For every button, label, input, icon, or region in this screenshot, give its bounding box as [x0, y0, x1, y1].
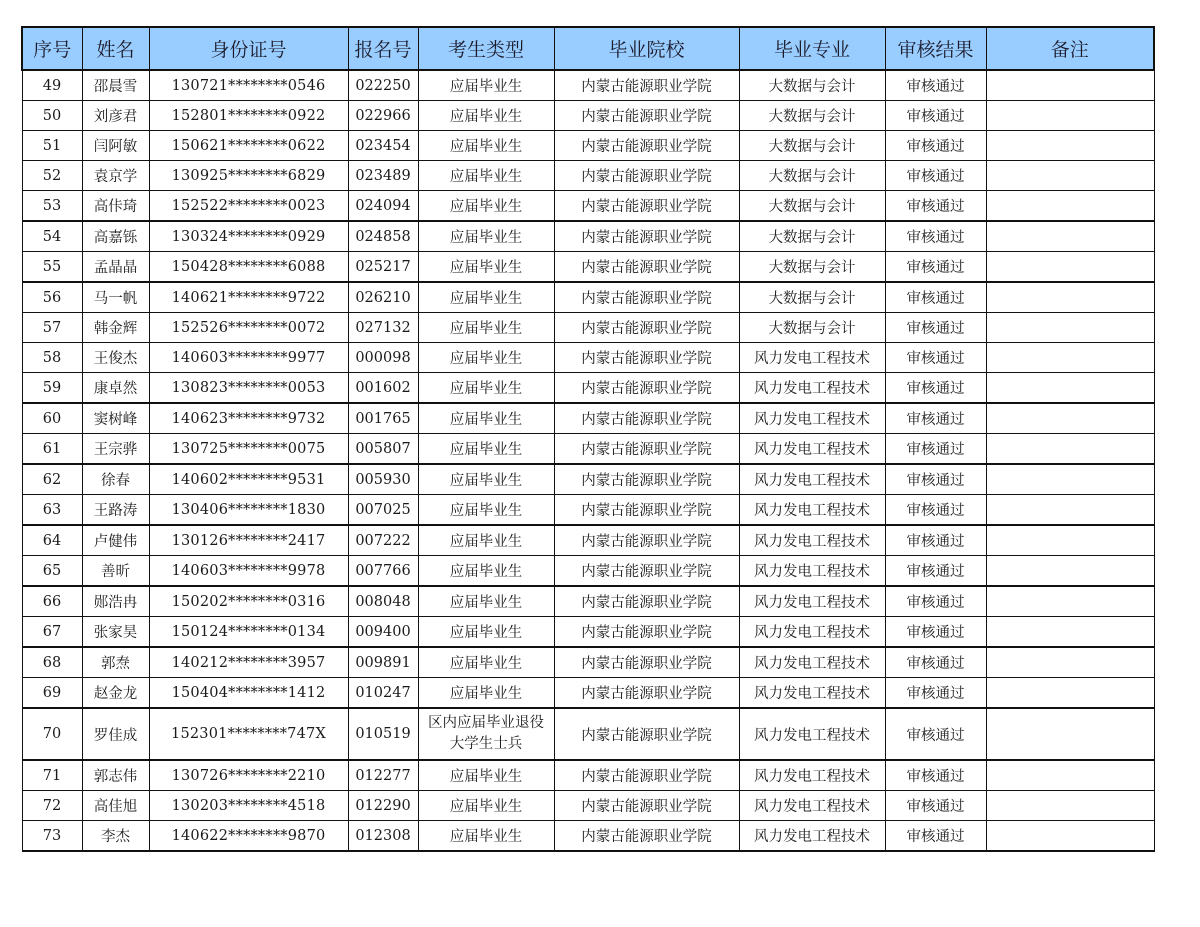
school-name-cell: 内蒙古能源职业学院 [554, 282, 739, 313]
remarks-cell [986, 403, 1154, 434]
header-row [22, 27, 1154, 70]
remarks-cell [986, 313, 1154, 343]
id-number-cell: 130324********0929 [149, 221, 348, 252]
table-row [22, 525, 1154, 556]
registration-number-cell: 023489 [348, 161, 418, 191]
id-number-cell: 130203********4518 [149, 791, 348, 821]
candidate-name-cell: 高佧琦 [82, 191, 149, 222]
table-row [22, 70, 1154, 101]
review-result-cell: 审核通过 [885, 343, 986, 373]
school-name-cell: 内蒙古能源职业学院 [554, 678, 739, 709]
candidate-name-cell: 韩金辉 [82, 313, 149, 343]
id-number-cell: 130406********1830 [149, 495, 348, 526]
review-result-cell: 审核通过 [885, 191, 986, 222]
major-name-cell: 风力发电工程技术 [739, 464, 885, 495]
review-result-cell: 审核通过 [885, 403, 986, 434]
remarks-cell [986, 282, 1154, 313]
header-registration-number: 报名号 [348, 27, 418, 70]
row-index-cell: 54 [22, 221, 82, 252]
candidate-name-cell: 卢健伟 [82, 525, 149, 556]
candidate-name-cell: 康卓然 [82, 373, 149, 404]
candidate-name-cell: 王宗骅 [82, 434, 149, 465]
review-result-cell: 审核通过 [885, 373, 986, 404]
id-number-cell: 140622********9870 [149, 821, 348, 852]
row-index-cell: 61 [22, 434, 82, 465]
header-name: 姓名 [82, 27, 149, 70]
review-result-cell: 审核通过 [885, 282, 986, 313]
candidate-name-cell: 邵晨雪 [82, 70, 149, 101]
registration-number-cell: 009400 [348, 617, 418, 648]
review-result-cell: 审核通过 [885, 313, 986, 343]
registration-number-cell: 007222 [348, 525, 418, 556]
registration-number-cell: 009891 [348, 647, 418, 678]
school-name-cell: 内蒙古能源职业学院 [554, 101, 739, 131]
candidate-type-cell: 应届毕业生 [418, 495, 554, 526]
major-name-cell: 风力发电工程技术 [739, 495, 885, 526]
row-index-cell: 55 [22, 252, 82, 283]
major-name-cell: 风力发电工程技术 [739, 373, 885, 404]
school-name-cell: 内蒙古能源职业学院 [554, 647, 739, 678]
table-row [22, 708, 1154, 760]
school-name-cell: 内蒙古能源职业学院 [554, 403, 739, 434]
remarks-cell [986, 464, 1154, 495]
row-index-cell: 52 [22, 161, 82, 191]
school-name-cell: 内蒙古能源职业学院 [554, 70, 739, 101]
candidate-type-cell: 应届毕业生 [418, 343, 554, 373]
candidate-name-cell: 郭志伟 [82, 760, 149, 791]
school-name-cell: 内蒙古能源职业学院 [554, 161, 739, 191]
major-name-cell: 大数据与会计 [739, 252, 885, 283]
table-row [22, 495, 1154, 526]
id-number-cell: 130726********2210 [149, 760, 348, 791]
major-name-cell: 大数据与会计 [739, 161, 885, 191]
major-name-cell: 风力发电工程技术 [739, 708, 885, 760]
id-number-cell: 140603********9978 [149, 556, 348, 587]
school-name-cell: 内蒙古能源职业学院 [554, 373, 739, 404]
review-result-cell: 审核通过 [885, 495, 986, 526]
row-index-cell: 63 [22, 495, 82, 526]
row-index-cell: 73 [22, 821, 82, 852]
id-number-cell: 130823********0053 [149, 373, 348, 404]
school-name-cell: 内蒙古能源职业学院 [554, 464, 739, 495]
registration-number-cell: 026210 [348, 282, 418, 313]
review-result-cell: 审核通过 [885, 821, 986, 852]
candidate-name-cell: 袁京学 [82, 161, 149, 191]
id-number-cell: 130725********0075 [149, 434, 348, 465]
candidate-name-cell: 孟晶晶 [82, 252, 149, 283]
registration-number-cell: 007766 [348, 556, 418, 587]
school-name-cell: 内蒙古能源职业学院 [554, 313, 739, 343]
candidate-name-cell: 马一帆 [82, 282, 149, 313]
major-name-cell: 风力发电工程技术 [739, 343, 885, 373]
registration-number-cell: 001765 [348, 403, 418, 434]
candidate-name-cell: 郧浩冉 [82, 586, 149, 617]
table-row [22, 586, 1154, 617]
review-result-cell: 审核通过 [885, 556, 986, 587]
candidate-type-cell: 应届毕业生 [418, 821, 554, 852]
major-name-cell: 大数据与会计 [739, 221, 885, 252]
major-name-cell: 大数据与会计 [739, 191, 885, 222]
candidate-type-cell: 应届毕业生 [418, 252, 554, 283]
candidate-type-cell: 应届毕业生 [418, 617, 554, 648]
table-row [22, 760, 1154, 791]
table-row [22, 373, 1154, 404]
major-name-cell: 大数据与会计 [739, 313, 885, 343]
major-name-cell: 风力发电工程技术 [739, 617, 885, 648]
candidate-type-cell: 应届毕业生 [418, 313, 554, 343]
registration-number-cell: 024858 [348, 221, 418, 252]
major-name-cell: 风力发电工程技术 [739, 678, 885, 709]
table-row [22, 101, 1154, 131]
review-result-cell: 审核通过 [885, 525, 986, 556]
remarks-cell [986, 791, 1154, 821]
candidate-name-cell: 窦树峰 [82, 403, 149, 434]
remarks-cell [986, 221, 1154, 252]
id-number-cell: 150404********1412 [149, 678, 348, 709]
id-number-cell: 150621********0622 [149, 131, 348, 161]
school-name-cell: 内蒙古能源职业学院 [554, 191, 739, 222]
remarks-cell [986, 70, 1154, 101]
registration-number-cell: 022966 [348, 101, 418, 131]
candidate-name-cell: 李杰 [82, 821, 149, 852]
table-row [22, 313, 1154, 343]
candidate-name-cell: 刘彦君 [82, 101, 149, 131]
candidate-type-cell: 应届毕业生 [418, 221, 554, 252]
remarks-cell [986, 647, 1154, 678]
registration-number-cell: 025217 [348, 252, 418, 283]
major-name-cell: 风力发电工程技术 [739, 821, 885, 852]
row-index-cell: 60 [22, 403, 82, 434]
row-index-cell: 64 [22, 525, 82, 556]
candidate-name-cell: 张家昊 [82, 617, 149, 648]
school-name-cell: 内蒙古能源职业学院 [554, 821, 739, 852]
major-name-cell: 风力发电工程技术 [739, 403, 885, 434]
school-name-cell: 内蒙古能源职业学院 [554, 617, 739, 648]
review-result-cell: 审核通过 [885, 70, 986, 101]
row-index-cell: 72 [22, 791, 82, 821]
row-index-cell: 71 [22, 760, 82, 791]
registration-number-cell: 022250 [348, 70, 418, 101]
id-number-cell: 140212********3957 [149, 647, 348, 678]
registration-number-cell: 010247 [348, 678, 418, 709]
candidate-type-cell: 应届毕业生 [418, 791, 554, 821]
remarks-cell [986, 556, 1154, 587]
id-number-cell: 140623********9732 [149, 403, 348, 434]
remarks-cell [986, 617, 1154, 648]
header-review-result: 审核结果 [885, 27, 986, 70]
registration-number-cell: 007025 [348, 495, 418, 526]
table-row [22, 556, 1154, 587]
row-index-cell: 67 [22, 617, 82, 648]
id-number-cell: 150428********6088 [149, 252, 348, 283]
header-id-number: 身份证号 [149, 27, 348, 70]
header-index: 序号 [22, 27, 82, 70]
header-candidate-type: 考生类型 [418, 27, 554, 70]
id-number-cell: 152801********0922 [149, 101, 348, 131]
candidate-name-cell: 罗佳成 [82, 708, 149, 760]
school-name-cell: 内蒙古能源职业学院 [554, 343, 739, 373]
review-result-cell: 审核通过 [885, 252, 986, 283]
row-index-cell: 53 [22, 191, 82, 222]
header-remarks: 备注 [986, 27, 1154, 70]
table-row [22, 252, 1154, 283]
row-index-cell: 58 [22, 343, 82, 373]
candidate-name-cell: 王路涛 [82, 495, 149, 526]
remarks-cell [986, 525, 1154, 556]
review-result-cell: 审核通过 [885, 221, 986, 252]
review-result-cell: 审核通过 [885, 161, 986, 191]
school-name-cell: 内蒙古能源职业学院 [554, 495, 739, 526]
candidate-type-cell: 应届毕业生 [418, 647, 554, 678]
school-name-cell: 内蒙古能源职业学院 [554, 131, 739, 161]
major-name-cell: 风力发电工程技术 [739, 760, 885, 791]
candidate-type-cell: 应届毕业生 [418, 678, 554, 709]
school-name-cell: 内蒙古能源职业学院 [554, 708, 739, 760]
candidate-type-cell: 应届毕业生 [418, 434, 554, 465]
review-result-cell: 审核通过 [885, 617, 986, 648]
candidate-name-cell: 高嘉铄 [82, 221, 149, 252]
registration-number-cell: 005807 [348, 434, 418, 465]
row-index-cell: 69 [22, 678, 82, 709]
table-row [22, 434, 1154, 465]
registration-number-cell: 001602 [348, 373, 418, 404]
review-result-cell: 审核通过 [885, 464, 986, 495]
candidate-name-cell: 王俊杰 [82, 343, 149, 373]
id-number-cell: 152301********747X [149, 708, 348, 760]
major-name-cell: 大数据与会计 [739, 101, 885, 131]
review-result-cell: 审核通过 [885, 647, 986, 678]
school-name-cell: 内蒙古能源职业学院 [554, 791, 739, 821]
review-result-cell: 审核通过 [885, 131, 986, 161]
table-row [22, 617, 1154, 648]
table-row [22, 678, 1154, 709]
school-name-cell: 内蒙古能源职业学院 [554, 760, 739, 791]
review-result-cell: 审核通过 [885, 586, 986, 617]
candidate-type-cell: 应届毕业生 [418, 282, 554, 313]
id-number-cell: 140603********9977 [149, 343, 348, 373]
row-index-cell: 68 [22, 647, 82, 678]
remarks-cell [986, 252, 1154, 283]
row-index-cell: 49 [22, 70, 82, 101]
registration-number-cell: 000098 [348, 343, 418, 373]
registration-number-cell: 012308 [348, 821, 418, 852]
row-index-cell: 57 [22, 313, 82, 343]
remarks-cell [986, 161, 1154, 191]
id-number-cell: 152522********0023 [149, 191, 348, 222]
row-index-cell: 56 [22, 282, 82, 313]
candidate-name-cell: 闫阿敏 [82, 131, 149, 161]
registration-number-cell: 005930 [348, 464, 418, 495]
review-result-cell: 审核通过 [885, 678, 986, 709]
registration-number-cell: 027132 [348, 313, 418, 343]
candidate-type-cell: 应届毕业生 [418, 403, 554, 434]
roster-table [21, 26, 1155, 852]
review-result-cell: 审核通过 [885, 434, 986, 465]
table-row [22, 791, 1154, 821]
header-school: 毕业院校 [554, 27, 739, 70]
registration-number-cell: 012277 [348, 760, 418, 791]
table-row [22, 464, 1154, 495]
table-row [22, 191, 1154, 222]
school-name-cell: 内蒙古能源职业学院 [554, 556, 739, 587]
candidate-type-cell: 应届毕业生 [418, 525, 554, 556]
candidate-type-cell: 应届毕业生 [418, 586, 554, 617]
registration-number-cell: 008048 [348, 586, 418, 617]
row-index-cell: 66 [22, 586, 82, 617]
school-name-cell: 内蒙古能源职业学院 [554, 586, 739, 617]
table-row [22, 282, 1154, 313]
header-major: 毕业专业 [739, 27, 885, 70]
table-row [22, 821, 1154, 852]
remarks-cell [986, 760, 1154, 791]
remarks-cell [986, 373, 1154, 404]
remarks-cell [986, 191, 1154, 222]
candidate-type-cell: 应届毕业生 [418, 161, 554, 191]
major-name-cell: 风力发电工程技术 [739, 647, 885, 678]
table-row [22, 161, 1154, 191]
school-name-cell: 内蒙古能源职业学院 [554, 525, 739, 556]
roster-body [22, 70, 1154, 851]
major-name-cell: 大数据与会计 [739, 70, 885, 101]
major-name-cell: 风力发电工程技术 [739, 791, 885, 821]
candidate-type-cell: 应届毕业生 [418, 556, 554, 587]
id-number-cell: 150202********0316 [149, 586, 348, 617]
major-name-cell: 风力发电工程技术 [739, 434, 885, 465]
candidate-name-cell: 善昕 [82, 556, 149, 587]
id-number-cell: 152526********0072 [149, 313, 348, 343]
registration-number-cell: 010519 [348, 708, 418, 760]
major-name-cell: 大数据与会计 [739, 131, 885, 161]
row-index-cell: 51 [22, 131, 82, 161]
table-row [22, 403, 1154, 434]
candidate-name-cell: 赵金龙 [82, 678, 149, 709]
id-number-cell: 130721********0546 [149, 70, 348, 101]
candidate-type-cell: 应届毕业生 [418, 101, 554, 131]
registration-number-cell: 024094 [348, 191, 418, 222]
id-number-cell: 130126********2417 [149, 525, 348, 556]
candidate-type-cell: 应届毕业生 [418, 131, 554, 161]
remarks-cell [986, 708, 1154, 760]
id-number-cell: 140621********9722 [149, 282, 348, 313]
remarks-cell [986, 343, 1154, 373]
registration-number-cell: 023454 [348, 131, 418, 161]
candidate-type-cell: 应届毕业生 [418, 373, 554, 404]
major-name-cell: 风力发电工程技术 [739, 586, 885, 617]
school-name-cell: 内蒙古能源职业学院 [554, 434, 739, 465]
roster-sheet [21, 26, 1155, 852]
review-result-cell: 审核通过 [885, 708, 986, 760]
review-result-cell: 审核通过 [885, 101, 986, 131]
row-index-cell: 59 [22, 373, 82, 404]
candidate-type-cell: 区内应届毕业退役大学生士兵 [418, 708, 554, 760]
row-index-cell: 62 [22, 464, 82, 495]
row-index-cell: 50 [22, 101, 82, 131]
remarks-cell [986, 821, 1154, 852]
remarks-cell [986, 586, 1154, 617]
major-name-cell: 大数据与会计 [739, 282, 885, 313]
candidate-type-cell: 应届毕业生 [418, 464, 554, 495]
table-row [22, 647, 1154, 678]
remarks-cell [986, 101, 1154, 131]
candidate-type-cell: 应届毕业生 [418, 191, 554, 222]
table-row [22, 131, 1154, 161]
remarks-cell [986, 495, 1154, 526]
row-index-cell: 70 [22, 708, 82, 760]
id-number-cell: 130925********6829 [149, 161, 348, 191]
review-result-cell: 审核通过 [885, 791, 986, 821]
remarks-cell [986, 678, 1154, 709]
row-index-cell: 65 [22, 556, 82, 587]
registration-number-cell: 012290 [348, 791, 418, 821]
remarks-cell [986, 131, 1154, 161]
candidate-name-cell: 郭焘 [82, 647, 149, 678]
major-name-cell: 风力发电工程技术 [739, 556, 885, 587]
candidate-name-cell: 徐春 [82, 464, 149, 495]
id-number-cell: 140602********9531 [149, 464, 348, 495]
remarks-cell [986, 434, 1154, 465]
id-number-cell: 150124********0134 [149, 617, 348, 648]
table-row [22, 221, 1154, 252]
candidate-type-cell: 应届毕业生 [418, 70, 554, 101]
school-name-cell: 内蒙古能源职业学院 [554, 221, 739, 252]
candidate-type-cell: 应届毕业生 [418, 760, 554, 791]
candidate-name-cell: 高佳旭 [82, 791, 149, 821]
major-name-cell: 风力发电工程技术 [739, 525, 885, 556]
school-name-cell: 内蒙古能源职业学院 [554, 252, 739, 283]
table-row [22, 343, 1154, 373]
review-result-cell: 审核通过 [885, 760, 986, 791]
